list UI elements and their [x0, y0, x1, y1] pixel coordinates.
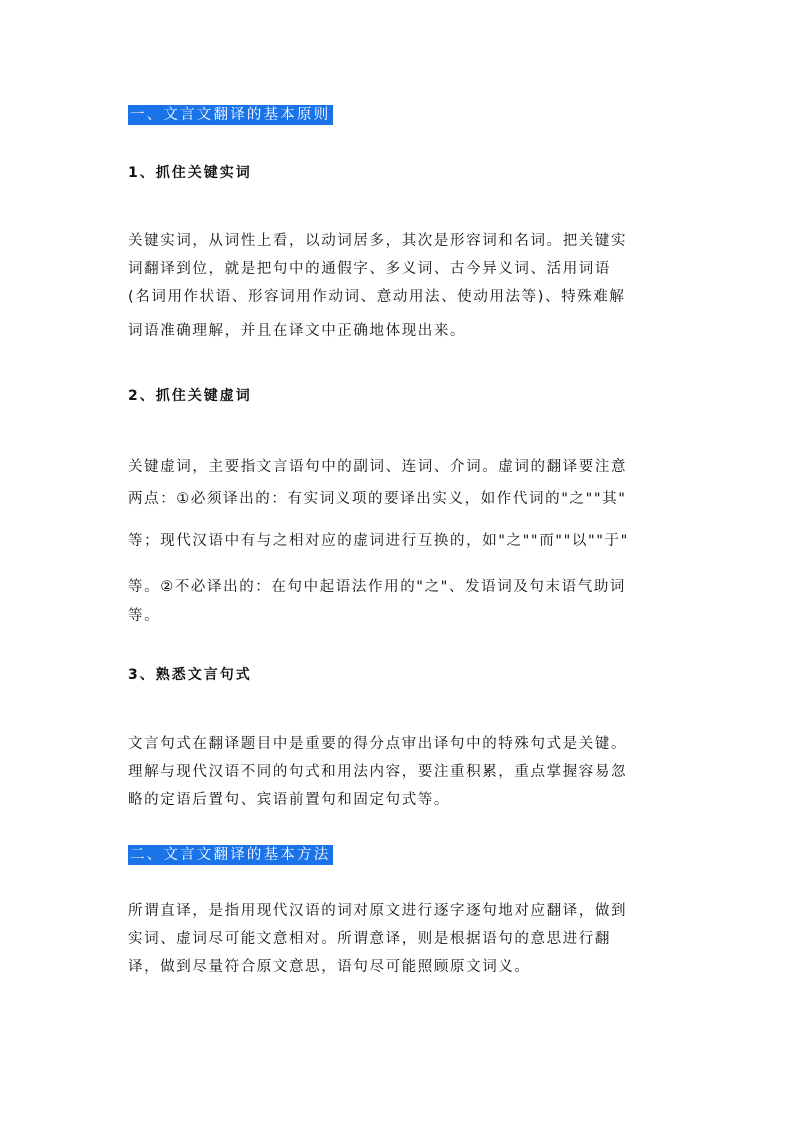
paragraph-line: 关键虚词，主要指文言语句中的副词、连词、介词。虚词的翻译要注意 [128, 459, 628, 475]
item1-paragraph [128, 227, 668, 345]
paragraph-line: (名词用作状语、形容词用作动词、意动用法、使动用法等)、特殊难解 [128, 289, 626, 305]
section2-heading-wrap [128, 844, 668, 865]
paragraph-line: 等。 [128, 608, 161, 624]
paragraph-line: 略的定语后置句、宾语前置句和固定句式等。 [128, 792, 450, 808]
section2-paragraph [128, 897, 668, 981]
section1-heading-wrap [128, 104, 668, 125]
paragraph-line: 词语准确理解，并且在译文中正确地体现出来。 [128, 323, 467, 339]
item2-heading: 2、抓住关键虚词 [128, 388, 252, 404]
item1-heading: 1、抓住关键实词 [128, 165, 252, 181]
item3-heading: 3、熟悉文言句式 [128, 667, 252, 683]
paragraph-line: 两点：①必须译出的：有实词义项的要译出实义，如作代词的"之""其" [128, 491, 627, 507]
item3-paragraph [128, 730, 668, 814]
paragraph-line: 文言句式在翻译题目中是重要的得分点审出译句中的特殊句式是关键。 [128, 736, 628, 752]
paragraph-line: 等。②不必译出的：在句中起语法作用的"之"、发语词及句末语气助词 [128, 579, 627, 595]
paragraph-line: 实词、虚词尽可能文意相对。所谓意译，则是根据语句的意思进行翻 [128, 931, 611, 947]
paragraph-line: 关键实词，从词性上看，以动词居多，其次是形容词和名词。把关键实 [128, 233, 628, 249]
paragraph-line: 译，做到尽量符合原文意思，语句尽可能照顾原文词义。 [128, 959, 531, 975]
paragraph-line: 等；现代汉语中有与之相对应的虚词进行互换的，如"之""而""以""于" [128, 533, 629, 549]
paragraph-line: 理解与现代汉语不同的句式和用法内容，要注重积累，重点掌握容易忽 [128, 764, 628, 780]
paragraph-line: 所谓直译，是指用现代汉语的词对原文进行逐字逐句地对应翻译，做到 [128, 903, 628, 919]
paragraph-line: 词翻译到位，就是把句中的通假字、多义词、古今异义词、活用词语 [128, 261, 611, 277]
section2-heading: 二、文言文翻译的基本方法 [128, 845, 333, 865]
section1-heading: 一、文言文翻译的基本原则 [128, 105, 333, 125]
item2-paragraph [128, 451, 668, 632]
